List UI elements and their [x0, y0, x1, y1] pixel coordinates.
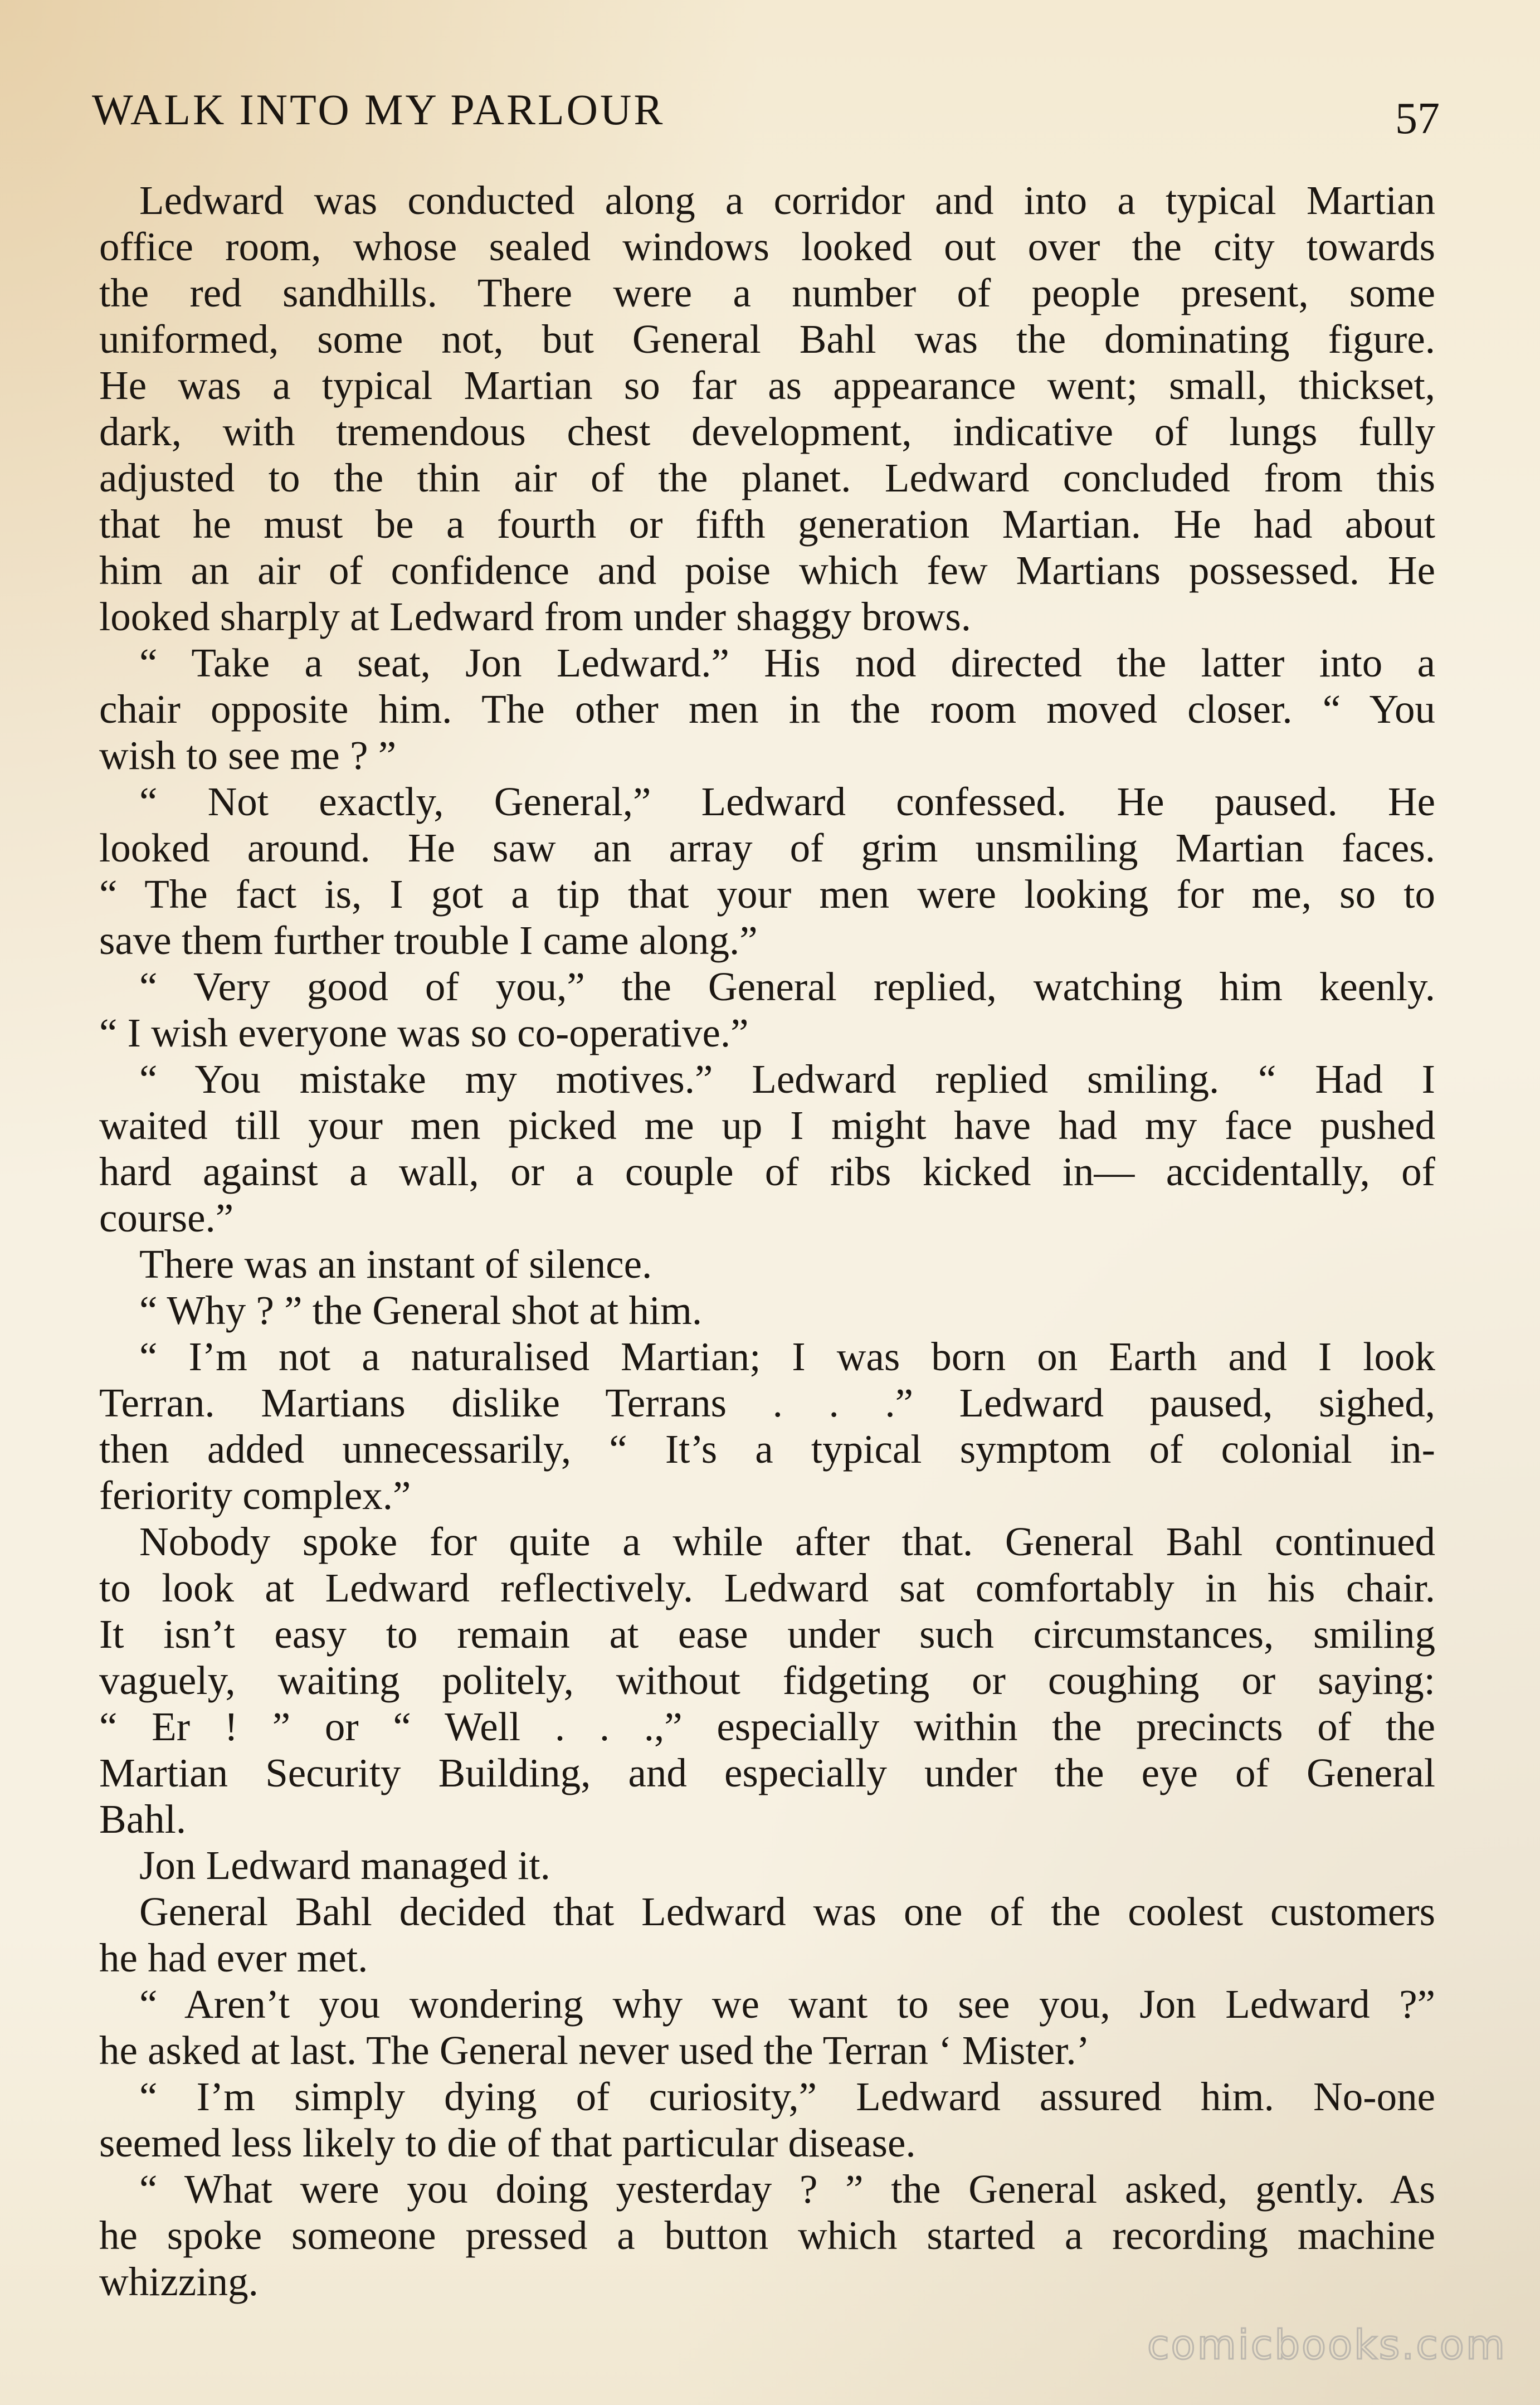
text-line: “ Why ? ” the General shot at him.: [139, 1288, 703, 1333]
text-line: whizzing.: [99, 2259, 259, 2304]
running-title: WALK INTO MY PARLOUR: [92, 85, 665, 134]
text-line: the red sandhills. There were a number of people present, some: [99, 270, 1435, 315]
text-line: he spoke someone pressed a button which started a recording machine: [99, 2213, 1435, 2258]
text-line: wish to see me ? ”: [99, 733, 397, 778]
text-line: uniformed, some not, but General Bahl was the dominating figure.: [99, 317, 1435, 362]
text-line: Ledward was conducted along a corridor and into a typical Martian: [139, 178, 1435, 223]
text-line: “ Aren’t you wondering why we want to see you, Jon Ledward ?”: [139, 1982, 1435, 2027]
text-line: “ The fact is, I got a tip that your men were looking for me, so to: [99, 872, 1435, 917]
text-line: vaguely, waiting politely, without fidgeting or coughing or saying:: [99, 1658, 1435, 1703]
text-line: looked around. He saw an array of grim unsmiling Martian faces.: [99, 825, 1435, 870]
page-number: 57: [1395, 94, 1440, 143]
text-line: he had ever met.: [99, 1935, 368, 1980]
text-line: waited till your men picked me up I might have had my face pushed: [99, 1103, 1435, 1148]
text-line: “ You mistake my motives.” Ledward replied smiling. “ Had I: [139, 1057, 1435, 1102]
text-line: looked sharply at Ledward from under shaggy brows.: [99, 594, 972, 639]
text-line: Terran. Martians dislike Terrans . . .” Ledward paused, sighed,: [99, 1380, 1435, 1425]
text-line: chair opposite him. The other men in the room moved closer. “ You: [99, 687, 1435, 732]
body-text: [99, 177, 1435, 2305]
text-line: Jon Ledward managed it.: [139, 1843, 550, 1888]
text-line: to look at Ledward reflectively. Ledward sat comfortably in his chair.: [99, 1565, 1435, 1610]
text-line: “ I wish everyone was so co-operative.”: [99, 1010, 749, 1055]
text-line: feriority complex.”: [99, 1473, 411, 1518]
text-line: Nobody spoke for quite a while after that. General Bahl continued: [139, 1519, 1435, 1564]
text-line: There was an instant of silence.: [139, 1242, 652, 1287]
text-line: Martian Security Building, and especially under the eye of General: [99, 1750, 1435, 1795]
text-line: course.”: [99, 1195, 234, 1240]
text-line: “ Very good of you,” the General replied, watching him keenly.: [139, 964, 1435, 1009]
text-line: “ Take a seat, Jon Ledward.” His nod directed the latter into a: [139, 640, 1435, 685]
text-line: General Bahl decided that Ledward was one of the coolest customers: [139, 1889, 1435, 1934]
text-line: that he must be a fourth or fifth generation Martian. He had about: [99, 502, 1435, 547]
text-line: Bahl.: [99, 1797, 187, 1842]
text-line: He was a typical Martian so far as appearance went; small, thickset,: [99, 363, 1435, 408]
text-line: he asked at last. The General never used the Terran ‘ Mister.’: [99, 2028, 1090, 2073]
text-line: It isn’t easy to remain at ease under such circumstances, smiling: [99, 1612, 1435, 1657]
text-line: “ I’m simply dying of curiosity,” Ledward assured him. No-one: [139, 2074, 1435, 2119]
text-line: him an air of confidence and poise which few Martians possessed. He: [99, 548, 1435, 593]
text-line: dark, with tremendous chest development, indicative of lungs fully: [99, 409, 1435, 454]
text-line: hard against a wall, or a couple of ribs kicked in— accidentally, of: [99, 1149, 1435, 1194]
text-line: “ What were you doing yesterday ? ” the General asked, gently. As: [139, 2167, 1435, 2212]
watermark: comicbooks.com: [1147, 2321, 1507, 2368]
text-line: then added unnecessarily, “ It’s a typical symptom of colonial in-: [99, 1427, 1435, 1472]
text-line: “ Not exactly, General,” Ledward confessed. He paused. He: [139, 779, 1435, 824]
text-line: “ Er ! ” or “ Well . . .,” especially within the precincts of the: [99, 1704, 1435, 1749]
text-line: seemed less likely to die of that particular disease.: [99, 2120, 916, 2165]
text-line: office room, whose sealed windows looked out over the city towards: [99, 224, 1435, 269]
text-line: save them further trouble I came along.”: [99, 918, 758, 963]
text-line: “ I’m not a naturalised Martian; I was born on Earth and I look: [139, 1334, 1435, 1379]
text-line: adjusted to the thin air of the planet. Ledward concluded from this: [99, 455, 1435, 500]
